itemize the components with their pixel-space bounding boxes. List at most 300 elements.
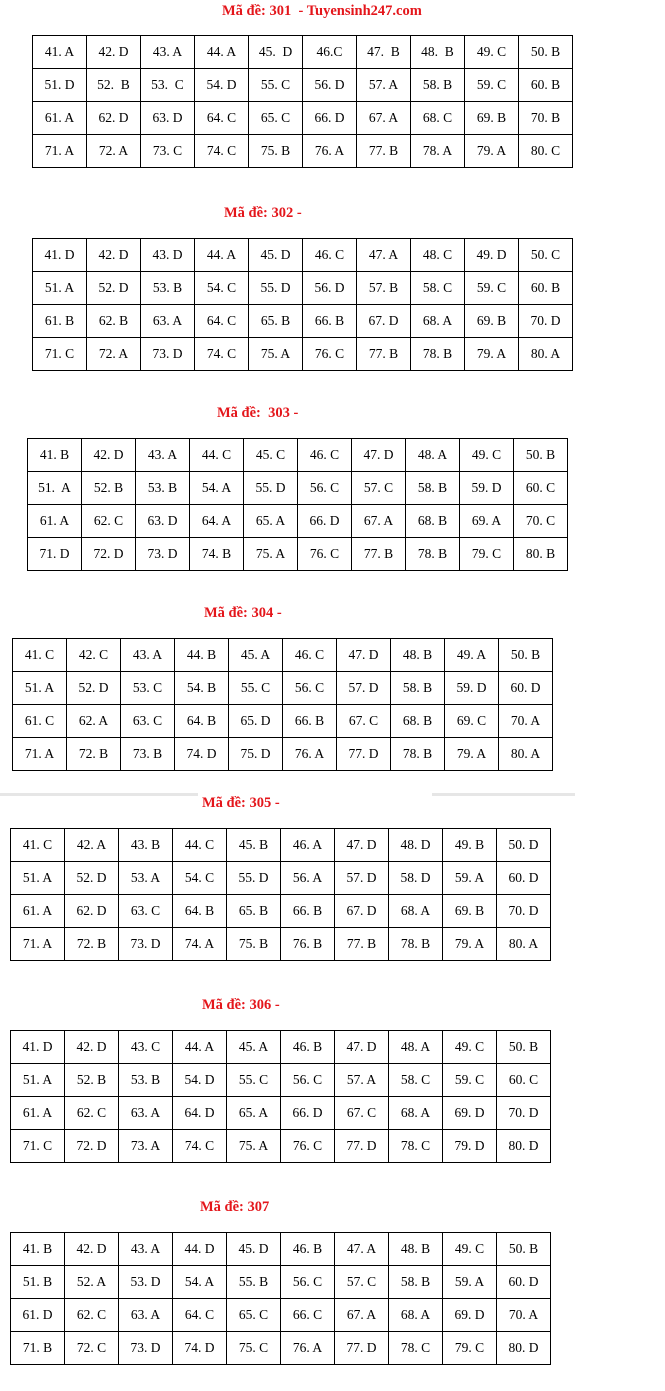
- answer-row: [33, 305, 573, 338]
- answer-cell: 50. B: [499, 639, 553, 672]
- answer-cell: 46. C: [303, 239, 357, 272]
- answer-cell: 62. C: [82, 505, 136, 538]
- answer-cell: 63. C: [121, 705, 175, 738]
- answer-cell: 71. A: [33, 135, 87, 168]
- answer-cell: 76. A: [281, 1332, 335, 1365]
- answer-cell: 44. A: [173, 1031, 227, 1064]
- answer-cell: 44. B: [175, 639, 229, 672]
- answer-cell: 80. A: [519, 338, 573, 371]
- answer-cell: 72. D: [65, 1130, 119, 1163]
- answer-cell: 75. D: [229, 738, 283, 771]
- answer-cell: 42. D: [65, 1031, 119, 1064]
- answer-cell: 48. A: [406, 439, 460, 472]
- answer-cell: 52. B: [65, 1064, 119, 1097]
- answer-table-307: [10, 1232, 551, 1365]
- answer-cell: 42. A: [65, 829, 119, 862]
- answer-cell: 76. B: [281, 928, 335, 961]
- answer-cell: 58. D: [389, 862, 443, 895]
- section-title-304: Mã đề: 304 -: [204, 605, 282, 621]
- answer-cell: 69. A: [460, 505, 514, 538]
- answer-cell: 70. D: [519, 305, 573, 338]
- answer-cell: 58. B: [391, 672, 445, 705]
- answer-cell: 60. B: [519, 272, 573, 305]
- answer-table-303: [27, 438, 568, 571]
- section-title-305: Mã đề: 305 -: [202, 795, 284, 811]
- answer-cell: 77. D: [335, 1130, 389, 1163]
- answer-cell: 69. C: [445, 705, 499, 738]
- answer-cell: 66. B: [281, 895, 335, 928]
- answer-cell: 54. A: [190, 472, 244, 505]
- answer-cell: 64. B: [175, 705, 229, 738]
- answer-cell: 78. B: [411, 338, 465, 371]
- answer-cell: 72. B: [65, 928, 119, 961]
- answer-cell: 71. D: [28, 538, 82, 571]
- answer-cell: 54. D: [195, 69, 249, 102]
- answer-cell: 79. A: [445, 738, 499, 771]
- answer-cell: 58. C: [389, 1064, 443, 1097]
- answer-cell: 45. A: [229, 639, 283, 672]
- answer-cell: 58. B: [389, 1266, 443, 1299]
- answer-cell: 57. A: [335, 1064, 389, 1097]
- answer-cell: 67. D: [335, 895, 389, 928]
- answer-cell: 59. C: [443, 1064, 497, 1097]
- answer-cell: 54. D: [173, 1064, 227, 1097]
- answer-cell: 45. A: [227, 1031, 281, 1064]
- answer-cell: 53. B: [141, 272, 195, 305]
- answer-cell: 57. A: [357, 69, 411, 102]
- answer-cell: 50. D: [497, 829, 551, 862]
- answer-cell: 62. A: [67, 705, 121, 738]
- answer-row: [33, 102, 573, 135]
- answer-cell: 66. B: [283, 705, 337, 738]
- answer-row: [11, 1130, 551, 1163]
- answer-cell: 74. C: [195, 338, 249, 371]
- answer-row: [11, 1064, 551, 1097]
- answer-cell: 66. B: [303, 305, 357, 338]
- answer-cell: 41. D: [33, 239, 87, 272]
- answer-cell: 52. D: [67, 672, 121, 705]
- answer-row: [33, 135, 573, 168]
- scan-divider: [0, 793, 198, 796]
- answer-cell: 61. D: [11, 1299, 65, 1332]
- answer-cell: 78. B: [389, 928, 443, 961]
- answer-cell: 62. D: [65, 895, 119, 928]
- answer-cell: 58. B: [406, 472, 460, 505]
- answer-cell: 63. D: [136, 505, 190, 538]
- answer-cell: 61. B: [33, 305, 87, 338]
- answer-cell: 73. B: [121, 738, 175, 771]
- answer-cell: 64. D: [173, 1097, 227, 1130]
- answer-cell: 51. D: [33, 69, 87, 102]
- answer-cell: 72. A: [87, 135, 141, 168]
- answer-cell: 75. B: [227, 928, 281, 961]
- answer-cell: 78. C: [389, 1332, 443, 1365]
- answer-cell: 59. C: [465, 272, 519, 305]
- answer-cell: 65. A: [227, 1097, 281, 1130]
- answer-cell: 53. B: [119, 1064, 173, 1097]
- answer-cell: 58. C: [411, 272, 465, 305]
- answer-cell: 44. D: [173, 1233, 227, 1266]
- answer-cell: 79. A: [465, 338, 519, 371]
- answer-cell: 56. C: [281, 1266, 335, 1299]
- answer-row: [11, 1031, 551, 1064]
- answer-cell: 80. C: [519, 135, 573, 168]
- answer-cell: 67. D: [357, 305, 411, 338]
- answer-cell: 55. C: [249, 69, 303, 102]
- scan-divider: [432, 793, 575, 796]
- answer-cell: 46. A: [281, 829, 335, 862]
- answer-cell: 51. A: [13, 672, 67, 705]
- answer-cell: 69. B: [465, 102, 519, 135]
- answer-cell: 47. D: [337, 639, 391, 672]
- answer-cell: 59. D: [460, 472, 514, 505]
- answer-cell: 47. D: [335, 1031, 389, 1064]
- answer-cell: 74. A: [173, 928, 227, 961]
- answer-cell: 41. C: [13, 639, 67, 672]
- answer-table-306: [10, 1030, 551, 1163]
- answer-cell: 47. A: [357, 239, 411, 272]
- answer-cell: 53. C: [121, 672, 175, 705]
- answer-cell: 66. D: [281, 1097, 335, 1130]
- answer-cell: 41. C: [11, 829, 65, 862]
- answer-cell: 43. C: [119, 1031, 173, 1064]
- answer-cell: 68. A: [389, 895, 443, 928]
- answer-row: [13, 705, 553, 738]
- answer-row: [11, 1097, 551, 1130]
- answer-cell: 47. D: [352, 439, 406, 472]
- answer-row: [28, 505, 568, 538]
- answer-cell: 51. A: [28, 472, 82, 505]
- answer-cell: 66. D: [298, 505, 352, 538]
- answer-cell: 57. D: [335, 862, 389, 895]
- answer-cell: 79. C: [460, 538, 514, 571]
- answer-cell: 46. C: [283, 639, 337, 672]
- answer-cell: 63. A: [119, 1097, 173, 1130]
- answer-cell: 43. D: [141, 239, 195, 272]
- answer-cell: 77. B: [357, 135, 411, 168]
- answer-cell: 51. A: [11, 862, 65, 895]
- answer-cell: 43. A: [119, 1233, 173, 1266]
- answer-cell: 52. B: [82, 472, 136, 505]
- answer-cell: 66. C: [281, 1299, 335, 1332]
- answer-cell: 79. A: [443, 928, 497, 961]
- answer-cell: 48. B: [389, 1233, 443, 1266]
- answer-cell: 52. A: [65, 1266, 119, 1299]
- answer-cell: 54. A: [173, 1266, 227, 1299]
- answer-table-305: [10, 828, 551, 961]
- answer-cell: 46. C: [298, 439, 352, 472]
- answer-cell: 65. D: [229, 705, 283, 738]
- answer-cell: 64. A: [190, 505, 244, 538]
- answer-cell: 63. C: [119, 895, 173, 928]
- answer-cell: 42. D: [87, 239, 141, 272]
- answer-cell: 74. C: [173, 1130, 227, 1163]
- answer-cell: 65. A: [244, 505, 298, 538]
- answer-cell: 74. C: [195, 135, 249, 168]
- answer-cell: 48. A: [389, 1031, 443, 1064]
- answer-cell: 56. D: [303, 272, 357, 305]
- answer-cell: 57. B: [357, 272, 411, 305]
- answer-cell: 70. A: [497, 1299, 551, 1332]
- answer-cell: 60. D: [497, 1266, 551, 1299]
- answer-cell: 55. C: [229, 672, 283, 705]
- answer-table-301: [32, 35, 573, 168]
- answer-cell: 41. A: [33, 36, 87, 69]
- answer-cell: 75. C: [227, 1332, 281, 1365]
- answer-cell: 76. C: [298, 538, 352, 571]
- answer-cell: 68. B: [391, 705, 445, 738]
- answer-cell: 67. A: [357, 102, 411, 135]
- answer-cell: 70. D: [497, 1097, 551, 1130]
- answer-cell: 48. D: [389, 829, 443, 862]
- answer-cell: 73. D: [119, 1332, 173, 1365]
- answer-cell: 63. A: [119, 1299, 173, 1332]
- answer-cell: 68. A: [389, 1097, 443, 1130]
- answer-cell: 42. D: [82, 439, 136, 472]
- answer-cell: 70. B: [519, 102, 573, 135]
- answer-cell: 53. A: [119, 862, 173, 895]
- answer-cell: 46. B: [281, 1031, 335, 1064]
- section-title-306: Mã đề: 306 -: [202, 997, 280, 1013]
- answer-cell: 53. D: [119, 1266, 173, 1299]
- answer-cell: 50. C: [519, 239, 573, 272]
- answer-cell: 51. B: [11, 1266, 65, 1299]
- answer-cell: 78. C: [389, 1130, 443, 1163]
- answer-cell: 78. B: [406, 538, 460, 571]
- answer-cell: 50. B: [514, 439, 568, 472]
- answer-cell: 70. A: [499, 705, 553, 738]
- answer-cell: 45. D: [249, 36, 303, 69]
- answer-cell: 48. B: [411, 36, 465, 69]
- answer-cell: 53. C: [141, 69, 195, 102]
- answer-cell: 80. A: [499, 738, 553, 771]
- answer-cell: 74. D: [173, 1332, 227, 1365]
- answer-cell: 57. C: [352, 472, 406, 505]
- answer-cell: 64. B: [173, 895, 227, 928]
- answer-cell: 56. C: [281, 1064, 335, 1097]
- answer-cell: 77. B: [357, 338, 411, 371]
- answer-cell: 77. B: [352, 538, 406, 571]
- answer-cell: 71. C: [33, 338, 87, 371]
- answer-row: [13, 672, 553, 705]
- answer-cell: 69. B: [465, 305, 519, 338]
- answer-cell: 77. D: [337, 738, 391, 771]
- answer-cell: 57. D: [337, 672, 391, 705]
- answer-cell: 47. A: [335, 1233, 389, 1266]
- answer-cell: 79. C: [443, 1332, 497, 1365]
- answer-cell: 63. A: [141, 305, 195, 338]
- answer-cell: 54. C: [195, 272, 249, 305]
- answer-cell: 55. D: [227, 862, 281, 895]
- answer-cell: 68. A: [389, 1299, 443, 1332]
- answer-row: [33, 272, 573, 305]
- answer-cell: 44. C: [190, 439, 244, 472]
- answer-cell: 67. A: [335, 1299, 389, 1332]
- answer-cell: 69. B: [443, 895, 497, 928]
- answer-cell: 65. B: [249, 305, 303, 338]
- answer-cell: 73. D: [136, 538, 190, 571]
- answer-cell: 61. C: [13, 705, 67, 738]
- answer-cell: 59. C: [465, 69, 519, 102]
- answer-row: [11, 1266, 551, 1299]
- answer-cell: 60. C: [514, 472, 568, 505]
- section-title-302: Mã đề: 302 -: [224, 205, 302, 221]
- answer-cell: 76. A: [303, 135, 357, 168]
- answer-cell: 62. B: [87, 305, 141, 338]
- answer-cell: 75. A: [244, 538, 298, 571]
- answer-cell: 64. C: [195, 102, 249, 135]
- answer-cell: 73. C: [141, 135, 195, 168]
- answer-cell: 71. A: [13, 738, 67, 771]
- answer-row: [13, 738, 553, 771]
- answer-cell: 45. D: [249, 239, 303, 272]
- answer-cell: 65. B: [227, 895, 281, 928]
- answer-cell: 61. A: [11, 1097, 65, 1130]
- answer-cell: 62. D: [87, 102, 141, 135]
- answer-cell: 44. C: [173, 829, 227, 862]
- answer-cell: 66. D: [303, 102, 357, 135]
- answer-row: [33, 239, 573, 272]
- answer-row: [28, 472, 568, 505]
- answer-cell: 73. D: [119, 928, 173, 961]
- answer-cell: 80. D: [497, 1332, 551, 1365]
- answer-cell: 69. D: [443, 1299, 497, 1332]
- answer-cell: 55. C: [227, 1064, 281, 1097]
- answer-cell: 71. C: [11, 1130, 65, 1163]
- answer-row: [33, 338, 573, 371]
- section-title-307: Mã đề: 307: [200, 1199, 270, 1215]
- answer-cell: 48. B: [391, 639, 445, 672]
- answer-cell: 59. D: [445, 672, 499, 705]
- answer-cell: 45. C: [244, 439, 298, 472]
- answer-cell: 56. C: [283, 672, 337, 705]
- answer-cell: 68. A: [411, 305, 465, 338]
- answer-cell: 56. D: [303, 69, 357, 102]
- answer-cell: 48. C: [411, 239, 465, 272]
- answer-table-304: [12, 638, 553, 771]
- answer-cell: 54. C: [173, 862, 227, 895]
- answer-cell: 43. A: [136, 439, 190, 472]
- answer-cell: 55. B: [227, 1266, 281, 1299]
- answer-cell: 64. C: [195, 305, 249, 338]
- answer-cell: 56. A: [281, 862, 335, 895]
- answer-cell: 70. C: [514, 505, 568, 538]
- answer-cell: 77. B: [335, 928, 389, 961]
- answer-row: [11, 1299, 551, 1332]
- answer-cell: 46.C: [303, 36, 357, 69]
- answer-cell: 75. A: [227, 1130, 281, 1163]
- answer-cell: 64. C: [173, 1299, 227, 1332]
- answer-cell: 67. C: [335, 1097, 389, 1130]
- answer-cell: 47. B: [357, 36, 411, 69]
- answer-cell: 51. A: [33, 272, 87, 305]
- answer-cell: 49. A: [445, 639, 499, 672]
- answer-cell: 75. B: [249, 135, 303, 168]
- answer-cell: 55. D: [244, 472, 298, 505]
- answer-cell: 78. B: [391, 738, 445, 771]
- answer-cell: 68. C: [411, 102, 465, 135]
- answer-cell: 73. D: [141, 338, 195, 371]
- answer-cell: 67. A: [352, 505, 406, 538]
- answer-cell: 61. A: [28, 505, 82, 538]
- answer-cell: 41. B: [28, 439, 82, 472]
- answer-row: [11, 895, 551, 928]
- answer-cell: 61. A: [33, 102, 87, 135]
- answer-cell: 65. C: [227, 1299, 281, 1332]
- answer-cell: 72. A: [87, 338, 141, 371]
- answer-cell: 80. B: [514, 538, 568, 571]
- answer-cell: 52. B: [87, 69, 141, 102]
- answer-cell: 50. B: [519, 36, 573, 69]
- answer-cell: 72. D: [82, 538, 136, 571]
- answer-cell: 54. B: [175, 672, 229, 705]
- section-title-301: Mã đề: 301 - Tuyensinh247.com: [222, 3, 422, 19]
- answer-cell: 59. A: [443, 1266, 497, 1299]
- answer-cell: 49. D: [465, 239, 519, 272]
- answer-cell: 49. B: [443, 829, 497, 862]
- answer-cell: 50. B: [497, 1233, 551, 1266]
- answer-cell: 45. B: [227, 829, 281, 862]
- answer-cell: 67. C: [337, 705, 391, 738]
- answer-cell: 80. A: [497, 928, 551, 961]
- answer-cell: 58. B: [411, 69, 465, 102]
- answer-cell: 59. A: [443, 862, 497, 895]
- answer-cell: 74. D: [175, 738, 229, 771]
- answer-row: [11, 928, 551, 961]
- answer-cell: 60. C: [497, 1064, 551, 1097]
- answer-row: [28, 538, 568, 571]
- answer-cell: 44. A: [195, 36, 249, 69]
- answer-row: [33, 69, 573, 102]
- answer-cell: 76. C: [303, 338, 357, 371]
- answer-cell: 42. D: [65, 1233, 119, 1266]
- answer-cell: 80. D: [497, 1130, 551, 1163]
- answer-row: [11, 862, 551, 895]
- answer-cell: 74. B: [190, 538, 244, 571]
- answer-cell: 52. D: [87, 272, 141, 305]
- answer-cell: 49. C: [443, 1233, 497, 1266]
- answer-cell: 70. D: [497, 895, 551, 928]
- answer-cell: 60. D: [499, 672, 553, 705]
- answer-cell: 77. D: [335, 1332, 389, 1365]
- answer-row: [11, 1233, 551, 1266]
- answer-cell: 49. C: [443, 1031, 497, 1064]
- answer-cell: 62. C: [65, 1097, 119, 1130]
- answer-cell: 50. B: [497, 1031, 551, 1064]
- answer-cell: 43. B: [119, 829, 173, 862]
- answer-cell: 71. A: [11, 928, 65, 961]
- answer-cell: 57. C: [335, 1266, 389, 1299]
- answer-cell: 72. B: [67, 738, 121, 771]
- section-title-303: Mã đề: 303 -: [217, 405, 299, 421]
- answer-cell: 43. A: [141, 36, 195, 69]
- answer-cell: 73. A: [119, 1130, 173, 1163]
- answer-cell: 41. B: [11, 1233, 65, 1266]
- answer-row: [33, 36, 573, 69]
- answer-cell: 75. A: [249, 338, 303, 371]
- answer-cell: 51. A: [11, 1064, 65, 1097]
- answer-cell: 42. D: [87, 36, 141, 69]
- answer-cell: 79. A: [465, 135, 519, 168]
- answer-cell: 63. D: [141, 102, 195, 135]
- answer-row: [11, 1332, 551, 1365]
- answer-cell: 65. C: [249, 102, 303, 135]
- answer-cell: 49. C: [465, 36, 519, 69]
- answer-row: [11, 829, 551, 862]
- answer-row: [13, 639, 553, 672]
- answer-cell: 45. D: [227, 1233, 281, 1266]
- answer-cell: 60. D: [497, 862, 551, 895]
